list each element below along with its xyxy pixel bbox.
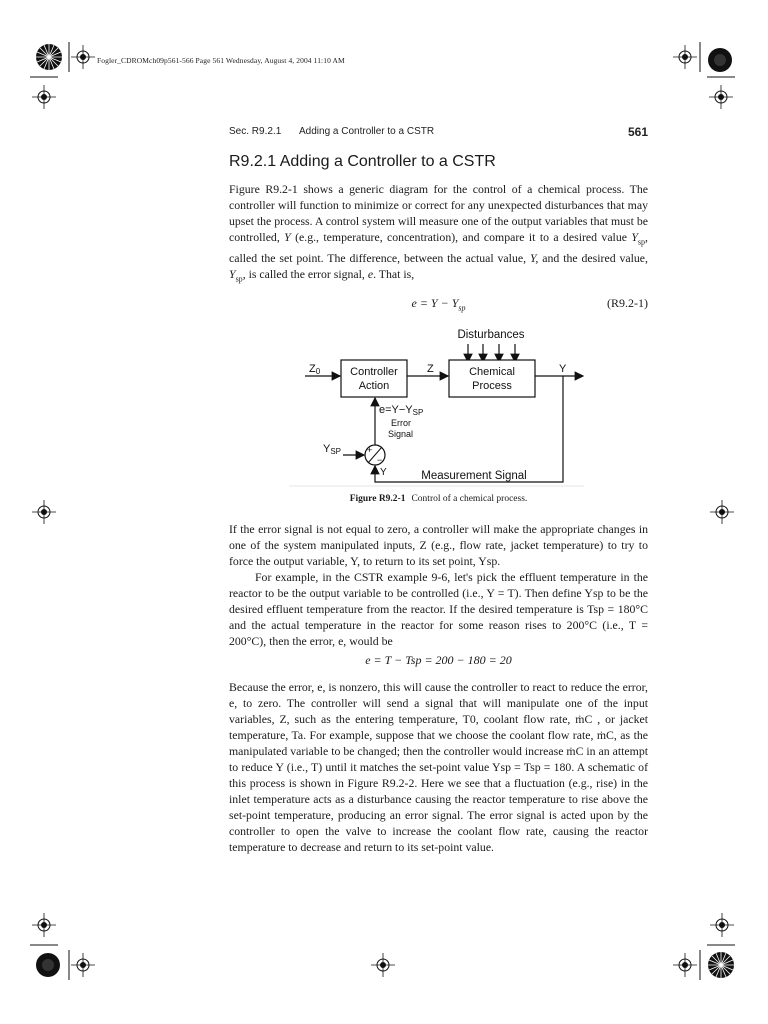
process-label-2: Process xyxy=(472,380,512,392)
crop-mark-mid-left xyxy=(32,500,56,524)
crop-mark-bottom-left xyxy=(30,913,95,980)
running-head-title: Adding a Controller to a CSTR xyxy=(299,126,435,137)
crop-mark-bottom-right xyxy=(673,913,735,980)
crop-mark-top-right xyxy=(673,42,735,109)
controller-label-2: Action xyxy=(358,380,390,392)
equation-number: (R9.2-1) xyxy=(607,296,648,310)
equation-r9-2-1: $e = Y - Y_{sp}$ (R9.2-1) xyxy=(411,296,648,313)
plus-sign: + xyxy=(367,445,373,455)
paragraph-2: If the error signal is not equal to zero, a controller will make the appropriate changes in one of the system manipulated inputs, Z (e.g., flow rate, jacket temperature) to try to force the output variable, Y, to return to its set point, Ysp. xyxy=(229,522,648,568)
z0-label: Z0 xyxy=(309,363,321,376)
page-number: 561 xyxy=(627,125,648,139)
minus-sign: − xyxy=(377,455,383,465)
crop-mark-top-left xyxy=(30,42,95,109)
error-equation-label: e=Y−YSP xyxy=(379,404,424,417)
paragraph-3: For example, in the CSTR example 9-6, let's pick the effluent temperature in the reactor to be the output variable to be controlled (i.e., Y = T). Then define Ysp to be the desired effluent temperature from the reactor. If the desired temperature is Tsp = 180°C and the actual temperature in the reactor for some reason rises to 200°C (i.e., T = 200°C), then the error, e, would be xyxy=(229,570,648,648)
control-diagram xyxy=(229,322,648,492)
measurement-signal-label: Measurement Signal xyxy=(421,470,527,482)
paragraph-1: Figure R9.2-1 shows a generic diagram for the control of a chemical process. The controller will function to minimize or correct for any unexpected disturbances that may upset the process. A control system will measure one of the output variables that must be controlled, Y (e.g., temperature, concentration), and compare it to a desired value $Y_{sp}$, called the set point. The difference, between the actual value, Y, and the desired value, $Y_{sp}$, is called the error signal, e. That is, xyxy=(229,182,648,284)
error-label-1: Error xyxy=(391,418,411,428)
error-label-2: Signal xyxy=(388,429,414,439)
disturbances-label: Disturbances xyxy=(457,329,525,341)
ysp-label: YSP xyxy=(323,443,342,456)
print-slug: Fogler_CDROMch09p561-566 Page 561 Wednesday, August 4, 2004 11:10 AM xyxy=(97,56,345,65)
z-label: Z xyxy=(427,363,434,375)
y-feedback-label: Y xyxy=(380,467,387,478)
equation-error-value: e = T − Tsp = 200 − 180 = 20 xyxy=(365,653,512,667)
section-heading: R9.2.1 Adding a Controller to a CSTR xyxy=(229,153,496,170)
y-output-label: Y xyxy=(559,363,567,375)
crop-mark-bottom-center xyxy=(371,953,395,977)
controller-label-1: Controller xyxy=(350,366,398,378)
crop-mark-mid-right xyxy=(710,500,734,524)
paragraph-4: Because the error, e, is nonzero, this will cause the controller to react to reduce the error, e, to zero. The controller will send a signal that will manipulate one of the input variables, Z, such as the entering temperature, T0, coolant flow rate, ṁC , or jacket temperature, Ta. For example, suppose that we choose the coolant flow rate, ṁC, as the manipulated variable to be changed; then the controller would increase ṁC in an attempt to reduce Y (i.e., T) until it matches the set-point value Ysp = Tsp = 180. A schematic of this process is shown in Figure R9.2-2. Here we see that a fluctuation (e.g., rise) in the inlet temperature acts as a disturbance causing the reactor temperature to rise above the set-point temperature, producing an error signal. The error signal is acted upon by the controller to open the valve to increase the coolant flow rate, causing the reactor temperature to decrease and return to its set-point value. xyxy=(229,680,648,854)
running-head-section: Sec. R9.2.1 xyxy=(229,126,282,137)
figure-caption: Figure R9.2-1 Control of a chemical process. xyxy=(349,494,528,504)
process-label-1: Chemical xyxy=(469,366,515,378)
disturbance-arrows xyxy=(468,344,515,362)
